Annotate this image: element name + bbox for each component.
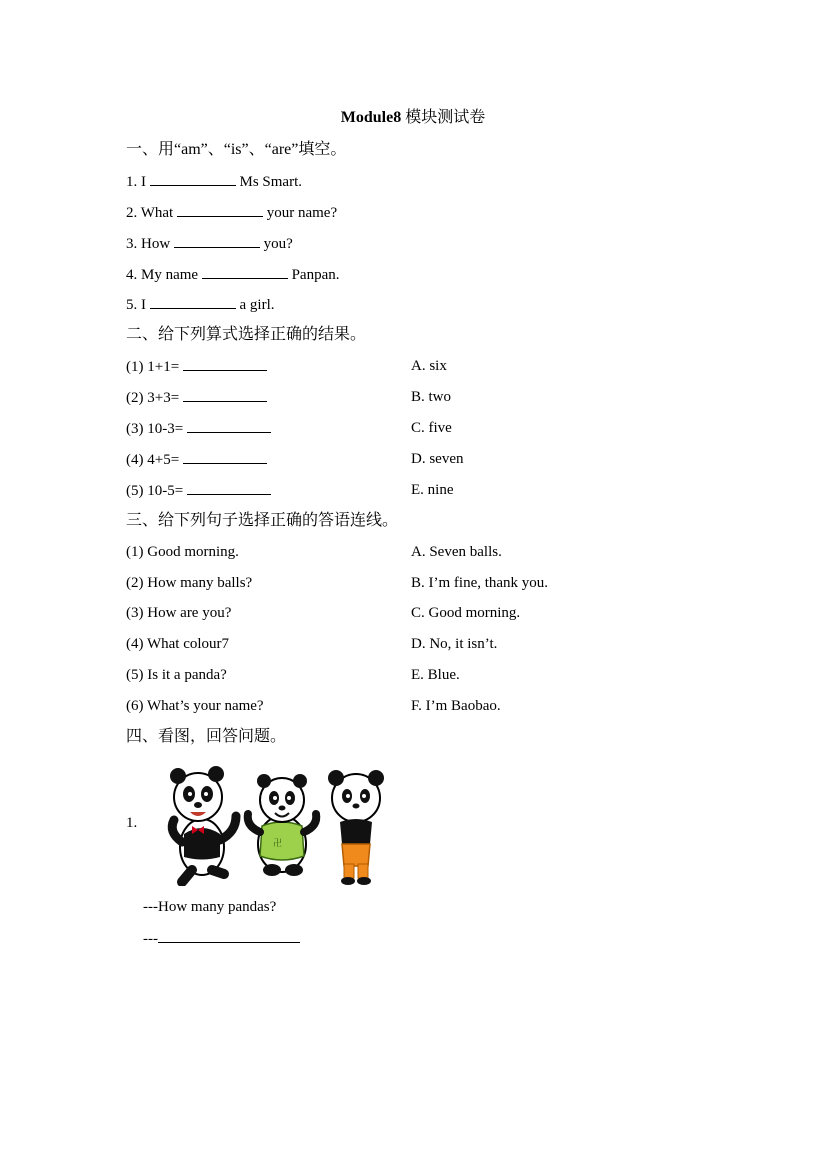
match-question-6: (6) What’s your name? (126, 698, 264, 714)
match-question-3: (3) How are you? (126, 605, 232, 621)
worksheet-title (0, 108, 826, 128)
fill-item-5: 5. I a girl. (126, 294, 275, 315)
math-option-e: E. nine (411, 482, 454, 498)
fill-item-1: 1. I Ms Smart. (126, 171, 302, 192)
match-option-a: A. Seven balls. (411, 544, 502, 560)
title-rest: 模块测试卷 (401, 109, 486, 126)
match-question-4: (4) What colour7 (126, 636, 230, 652)
match-option-c: C. Good morning. (411, 605, 521, 621)
fill-item-3: 3. How you? (126, 233, 293, 254)
math-option-b: B. two (411, 389, 452, 405)
match-question-5: (5) Is it a panda? (126, 667, 227, 683)
answer-blank[interactable] (202, 264, 288, 279)
math-option-a: A. six (411, 358, 447, 374)
panda-green-vest-icon (248, 774, 317, 876)
match-option-d: D. No, it isn’t. (411, 636, 498, 652)
panda-bowtie-icon (170, 766, 236, 882)
section2-heading: 二、给下列算式选择正确的结果。 (126, 326, 367, 343)
match-question-1: (1) Good morning. (126, 544, 239, 560)
fill-item-4: 4. My name Panpan. (126, 264, 340, 285)
math-question-1: (1) 1+1= (126, 356, 267, 377)
item-number: 1. (126, 815, 138, 831)
fill-item-2: 2. What your name? (126, 202, 337, 223)
answer-blank[interactable] (183, 356, 267, 371)
answer-blank[interactable] (187, 418, 271, 433)
answer-blank[interactable] (150, 171, 236, 186)
match-question-2: (2) How many balls? (126, 575, 253, 591)
three-pandas-image (162, 762, 392, 886)
math-question-4: (4) 4+5= (126, 449, 267, 470)
answer-blank[interactable] (174, 233, 260, 248)
section4-question: ---How many pandas? (143, 899, 277, 915)
match-option-f: F. I’m Baobao. (411, 698, 501, 714)
section4-answer-line: --- (143, 928, 300, 949)
math-option-d: D. seven (411, 451, 464, 467)
math-option-c: C. five (411, 420, 452, 436)
answer-blank[interactable] (177, 202, 263, 217)
math-question-5: (5) 10-5= (126, 480, 271, 501)
math-question-2: (2) 3+3= (126, 387, 267, 408)
title-module: Module8 (340, 109, 402, 126)
answer-blank[interactable] (150, 294, 236, 309)
match-option-b: B. I’m fine, thank you. (411, 575, 549, 591)
section4-heading: 四、看图，回答问题。 (126, 728, 287, 745)
answer-blank[interactable] (158, 928, 300, 943)
math-question-3: (3) 10-3= (126, 418, 271, 439)
answer-blank[interactable] (183, 387, 267, 402)
section3-heading: 三、给下列句子选择正确的答语连线。 (126, 512, 399, 529)
answer-blank[interactable] (183, 449, 267, 464)
section1-heading: 一、用“am”、“is”、“are”填空。 (126, 141, 347, 158)
panda-orange-outfit-icon (328, 770, 384, 885)
answer-blank[interactable] (187, 480, 271, 495)
match-option-e: E. Blue. (411, 667, 460, 683)
svg-text:卍: 卍 (273, 839, 283, 849)
